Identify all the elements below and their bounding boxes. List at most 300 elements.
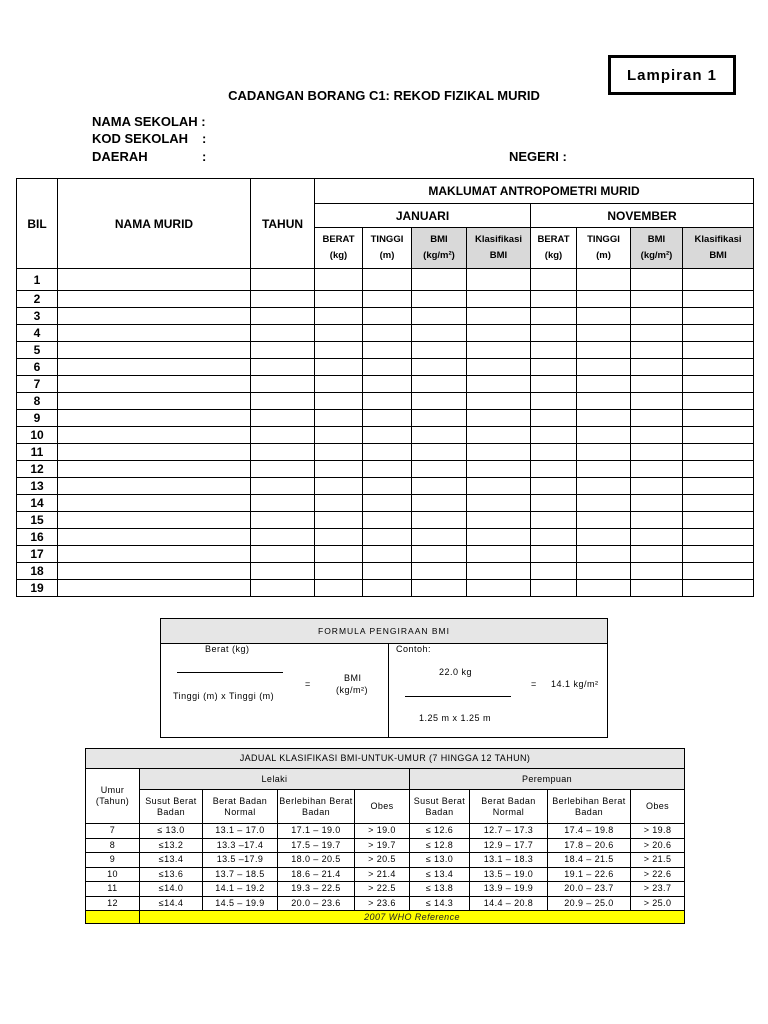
entry-cell[interactable] [531, 359, 577, 376]
entry-cell[interactable] [315, 563, 363, 580]
row-number: 16 [17, 529, 58, 546]
perempuan-value-cell: 12.9 – 17.7 [470, 838, 548, 853]
entry-cell[interactable] [631, 308, 683, 325]
lelaki-value-cell: 18.6 – 21.4 [278, 867, 355, 882]
lelaki-value-cell: 18.0 – 20.5 [278, 853, 355, 868]
entry-cell[interactable] [531, 495, 577, 512]
entry-cell[interactable] [251, 376, 315, 393]
klasifikasi-row [86, 896, 685, 911]
entry-cell[interactable] [531, 393, 577, 410]
contoh-denominator: 1.25 m x 1.25 m [419, 713, 492, 723]
entry-cell[interactable] [412, 342, 467, 359]
perempuan-value-cell: ≤ 13.8 [410, 882, 470, 897]
lelaki-value-cell: > 21.4 [355, 867, 410, 882]
berat-unit: (kg) [329, 250, 348, 261]
row-number: 4 [17, 325, 58, 342]
entry-cell[interactable] [58, 444, 251, 461]
entry-cell[interactable] [315, 359, 363, 376]
entry-cell[interactable] [363, 342, 412, 359]
perempuan-normal-header: Berat Badan Normal [470, 790, 548, 824]
entry-cell[interactable] [467, 427, 531, 444]
entry-cell[interactable] [577, 291, 631, 308]
entry-cell[interactable] [467, 410, 531, 427]
entry-cell[interactable] [315, 495, 363, 512]
entry-cell[interactable] [467, 393, 531, 410]
perempuan-value-cell: 17.8 – 20.6 [548, 838, 631, 853]
entry-cell[interactable] [315, 529, 363, 546]
entry-cell[interactable] [577, 529, 631, 546]
entry-cell[interactable] [631, 325, 683, 342]
table-row [17, 410, 754, 427]
entry-cell[interactable] [467, 563, 531, 580]
entry-cell[interactable] [58, 546, 251, 563]
entry-cell[interactable] [631, 342, 683, 359]
entry-cell[interactable] [251, 461, 315, 478]
entry-cell[interactable] [577, 410, 631, 427]
berat-unit: (kg) [544, 250, 563, 261]
entry-cell[interactable] [577, 393, 631, 410]
entry-cell[interactable] [577, 427, 631, 444]
entry-cell[interactable] [58, 461, 251, 478]
lelaki-value-cell: ≤13.2 [140, 838, 203, 853]
entry-cell[interactable] [531, 291, 577, 308]
row-number: 19 [17, 580, 58, 597]
contoh-equals: = [531, 679, 537, 689]
entry-cell[interactable] [683, 495, 754, 512]
row-number: 7 [17, 376, 58, 393]
entry-cell[interactable] [412, 546, 467, 563]
entry-cell[interactable] [412, 291, 467, 308]
entry-cell[interactable] [363, 269, 412, 291]
entry-cell[interactable] [467, 546, 531, 563]
entry-cell[interactable] [631, 546, 683, 563]
lelaki-value-cell: 20.0 – 23.6 [278, 896, 355, 911]
entry-cell[interactable] [683, 410, 754, 427]
row-number: 9 [17, 410, 58, 427]
jan-bmi-header [412, 228, 467, 269]
entry-cell[interactable] [683, 269, 754, 291]
table-row [17, 291, 754, 308]
entry-cell[interactable] [412, 325, 467, 342]
entry-cell[interactable] [251, 325, 315, 342]
umur-cell: 7 [86, 824, 140, 839]
contoh-result: 14.1 kg/m² [551, 679, 599, 689]
perempuan-value-cell: > 23.7 [631, 882, 685, 897]
entry-cell[interactable] [412, 393, 467, 410]
entry-cell[interactable] [631, 427, 683, 444]
formula-tinggi: Tinggi (m) x Tinggi (m) [173, 691, 275, 701]
entry-cell[interactable] [363, 359, 412, 376]
perempuan-value-cell: > 20.6 [631, 838, 685, 853]
perempuan-value-cell: 13.1 – 18.3 [470, 853, 548, 868]
entry-cell[interactable] [315, 376, 363, 393]
entry-cell[interactable] [631, 269, 683, 291]
perempuan-value-cell: ≤ 12.6 [410, 824, 470, 839]
page-title: CADANGAN BORANG C1: REKOD FIZIKAL MURID [228, 88, 540, 103]
entry-cell[interactable] [251, 393, 315, 410]
entry-cell[interactable] [363, 308, 412, 325]
entry-cell[interactable] [467, 342, 531, 359]
entry-cell[interactable] [363, 580, 412, 597]
entry-cell[interactable] [251, 342, 315, 359]
formula-heading: FORMULA PENGIRAAN BMI [161, 619, 607, 644]
row-number: 14 [17, 495, 58, 512]
entry-cell[interactable] [412, 580, 467, 597]
perempuan-value-cell: 14.4 – 20.8 [470, 896, 548, 911]
formula-equals: = [305, 679, 311, 689]
umur-cell: 10 [86, 867, 140, 882]
maklumat-header: MAKLUMAT ANTROPOMETRI MURID [315, 179, 754, 204]
entry-cell[interactable] [683, 512, 754, 529]
entry-cell[interactable] [251, 563, 315, 580]
contoh-label: Contoh: [396, 644, 432, 654]
entry-cell[interactable] [531, 376, 577, 393]
entry-cell[interactable] [683, 563, 754, 580]
entry-cell[interactable] [683, 376, 754, 393]
entry-cell[interactable] [467, 461, 531, 478]
entry-cell[interactable] [531, 342, 577, 359]
perempuan-value-cell: ≤ 13.4 [410, 867, 470, 882]
entry-cell[interactable] [315, 291, 363, 308]
entry-cell[interactable] [683, 291, 754, 308]
berat-label: BERAT [537, 234, 570, 245]
entry-cell[interactable] [363, 427, 412, 444]
entry-cell[interactable] [631, 563, 683, 580]
entry-cell[interactable] [412, 376, 467, 393]
entry-cell[interactable] [683, 478, 754, 495]
row-number: 12 [17, 461, 58, 478]
entry-cell[interactable] [531, 427, 577, 444]
entry-cell[interactable] [315, 342, 363, 359]
entry-cell[interactable] [58, 478, 251, 495]
entry-cell[interactable] [631, 393, 683, 410]
nov-klasifikasi-header [683, 228, 754, 269]
entry-cell[interactable] [467, 529, 531, 546]
entry-cell[interactable] [631, 376, 683, 393]
entry-cell[interactable] [58, 325, 251, 342]
entry-cell[interactable] [531, 410, 577, 427]
umur-cell: 12 [86, 896, 140, 911]
entry-cell[interactable] [683, 546, 754, 563]
entry-cell[interactable] [315, 269, 363, 291]
entry-cell[interactable] [251, 495, 315, 512]
entry-cell[interactable] [631, 512, 683, 529]
entry-cell[interactable] [412, 308, 467, 325]
row-number: 2 [17, 291, 58, 308]
entry-cell[interactable] [577, 376, 631, 393]
row-number: 17 [17, 546, 58, 563]
entry-cell[interactable] [412, 427, 467, 444]
entry-cell[interactable] [683, 529, 754, 546]
entry-cell[interactable] [577, 461, 631, 478]
klasifikasi-row [86, 867, 685, 882]
entry-cell[interactable] [58, 529, 251, 546]
lelaki-value-cell: ≤ 13.0 [140, 824, 203, 839]
entry-cell[interactable] [251, 580, 315, 597]
entry-cell[interactable] [412, 269, 467, 291]
entry-cell[interactable] [412, 461, 467, 478]
entry-cell[interactable] [363, 376, 412, 393]
entry-cell[interactable] [251, 291, 315, 308]
kod-sekolah-label: KOD SEKOLAH [92, 131, 189, 146]
jan-berat-header [315, 228, 363, 269]
entry-cell[interactable] [467, 495, 531, 512]
perempuan-value-cell: > 22.6 [631, 867, 685, 882]
entry-cell[interactable] [412, 529, 467, 546]
entry-cell[interactable] [251, 410, 315, 427]
entry-cell[interactable] [412, 495, 467, 512]
table-row [17, 546, 754, 563]
entry-cell[interactable] [363, 478, 412, 495]
entry-cell[interactable] [363, 393, 412, 410]
entry-cell[interactable] [363, 546, 412, 563]
perempuan-value-cell: ≤ 12.8 [410, 838, 470, 853]
klasifikasi-heading: JADUAL KLASIFIKASI BMI-UNTUK-UMUR (7 HINGGA 12 TAHUN) [86, 749, 685, 769]
umur-cell: 9 [86, 853, 140, 868]
entry-cell[interactable] [251, 444, 315, 461]
entry-cell[interactable] [58, 580, 251, 597]
lelaki-value-cell: ≤13.6 [140, 867, 203, 882]
table-row [17, 580, 754, 597]
entry-cell[interactable] [363, 563, 412, 580]
tinggi-unit: (m) [596, 250, 611, 261]
nama-sekolah-label: NAMA SEKOLAH : [92, 114, 206, 129]
entry-cell[interactable] [531, 308, 577, 325]
lelaki-value-cell: > 19.7 [355, 838, 410, 853]
entry-cell[interactable] [363, 291, 412, 308]
entry-cell[interactable] [631, 478, 683, 495]
entry-cell[interactable] [315, 512, 363, 529]
entry-cell[interactable] [315, 325, 363, 342]
entry-cell[interactable] [251, 308, 315, 325]
entry-cell[interactable] [251, 478, 315, 495]
entry-cell[interactable] [531, 529, 577, 546]
perempuan-value-cell: 19.1 – 22.6 [548, 867, 631, 882]
entry-cell[interactable] [363, 495, 412, 512]
table-row [17, 461, 754, 478]
bmi-label: BMI [647, 234, 666, 245]
entry-cell[interactable] [467, 580, 531, 597]
entry-cell[interactable] [577, 325, 631, 342]
rekod-fizikal-table [16, 178, 754, 597]
entry-cell[interactable] [412, 512, 467, 529]
lelaki-value-cell: 17.1 – 19.0 [278, 824, 355, 839]
entry-cell[interactable] [251, 529, 315, 546]
klasifikasi-label-2: BMI [489, 250, 508, 261]
entry-cell[interactable] [683, 342, 754, 359]
lelaki-value-cell: 13.1 – 17.0 [203, 824, 278, 839]
bmi-unit: (kg/m²) [640, 250, 673, 261]
entry-cell[interactable] [467, 291, 531, 308]
entry-cell[interactable] [577, 444, 631, 461]
entry-cell[interactable] [58, 393, 251, 410]
lelaki-header: Lelaki [140, 769, 410, 790]
entry-cell[interactable] [58, 512, 251, 529]
perempuan-susut-header: Susut Berat Badan [410, 790, 470, 824]
nov-berat-header [531, 228, 577, 269]
entry-cell[interactable] [315, 308, 363, 325]
entry-cell[interactable] [631, 291, 683, 308]
entry-cell[interactable] [412, 444, 467, 461]
entry-cell[interactable] [58, 308, 251, 325]
entry-cell[interactable] [58, 427, 251, 444]
entry-cell[interactable] [631, 461, 683, 478]
entry-cell[interactable] [363, 461, 412, 478]
entry-cell[interactable] [577, 308, 631, 325]
entry-cell[interactable] [363, 512, 412, 529]
row-number: 15 [17, 512, 58, 529]
entry-cell[interactable] [251, 427, 315, 444]
entry-cell[interactable] [531, 444, 577, 461]
entry-cell[interactable] [531, 269, 577, 291]
entry-cell[interactable] [412, 410, 467, 427]
entry-cell[interactable] [315, 546, 363, 563]
perempuan-value-cell: > 21.5 [631, 853, 685, 868]
perempuan-value-cell: 20.9 – 25.0 [548, 896, 631, 911]
entry-cell[interactable] [467, 325, 531, 342]
entry-cell[interactable] [467, 478, 531, 495]
jan-tinggi-header [363, 228, 412, 269]
lelaki-value-cell: 13.7 – 18.5 [203, 867, 278, 882]
entry-cell[interactable] [315, 393, 363, 410]
row-number: 8 [17, 393, 58, 410]
entry-cell[interactable] [467, 359, 531, 376]
klasifikasi-row [86, 824, 685, 839]
lelaki-value-cell: 13.3 –17.4 [203, 838, 278, 853]
who-reference: 2007 WHO Reference [140, 911, 685, 924]
entry-cell[interactable] [683, 359, 754, 376]
entry-cell[interactable] [577, 478, 631, 495]
row-number: 1 [17, 269, 58, 291]
lelaki-susut-header: Susut Berat Badan [140, 790, 203, 824]
entry-cell[interactable] [683, 427, 754, 444]
entry-cell[interactable] [363, 410, 412, 427]
entry-cell[interactable] [531, 546, 577, 563]
entry-cell[interactable] [58, 342, 251, 359]
formula-fraction-line [177, 672, 283, 673]
entry-cell[interactable] [58, 410, 251, 427]
perempuan-value-cell: 13.9 – 19.9 [470, 882, 548, 897]
entry-cell[interactable] [631, 580, 683, 597]
entry-cell[interactable] [363, 325, 412, 342]
entry-cell[interactable] [531, 461, 577, 478]
entry-cell[interactable] [315, 461, 363, 478]
lelaki-value-cell: 19.3 – 22.5 [278, 882, 355, 897]
entry-cell[interactable] [577, 580, 631, 597]
entry-cell[interactable] [531, 512, 577, 529]
entry-cell[interactable] [577, 512, 631, 529]
entry-cell[interactable] [577, 546, 631, 563]
table-row [17, 495, 754, 512]
table-row [17, 269, 754, 291]
umur-cell: 8 [86, 838, 140, 853]
november-header: NOVEMBER [531, 204, 754, 228]
table-row [17, 478, 754, 495]
entry-cell[interactable] [683, 308, 754, 325]
entry-cell[interactable] [315, 427, 363, 444]
entry-cell[interactable] [577, 269, 631, 291]
entry-cell[interactable] [531, 563, 577, 580]
entry-cell[interactable] [251, 359, 315, 376]
row-number: 5 [17, 342, 58, 359]
table-row [17, 342, 754, 359]
entry-cell[interactable] [467, 308, 531, 325]
entry-cell[interactable] [531, 580, 577, 597]
entry-cell[interactable] [683, 444, 754, 461]
entry-cell[interactable] [58, 291, 251, 308]
info-kod-sekolah [92, 131, 392, 147]
entry-cell[interactable] [251, 512, 315, 529]
entry-cell[interactable] [315, 410, 363, 427]
entry-cell[interactable] [58, 359, 251, 376]
entry-cell[interactable] [631, 529, 683, 546]
klasifikasi-label: Klasifikasi [475, 234, 522, 245]
entry-cell[interactable] [683, 461, 754, 478]
entry-cell[interactable] [412, 478, 467, 495]
lelaki-value-cell: 14.5 – 19.9 [203, 896, 278, 911]
entry-cell[interactable] [467, 512, 531, 529]
klasifikasi-label: Klasifikasi [694, 234, 742, 245]
nama-murid-header: NAMA MURID [58, 179, 251, 269]
entry-cell[interactable] [315, 580, 363, 597]
entry-cell[interactable] [315, 478, 363, 495]
table-row [17, 376, 754, 393]
entry-cell[interactable] [577, 342, 631, 359]
entry-cell[interactable] [631, 495, 683, 512]
entry-cell[interactable] [251, 546, 315, 563]
entry-cell[interactable] [467, 269, 531, 291]
entry-cell[interactable] [363, 529, 412, 546]
entry-cell[interactable] [577, 359, 631, 376]
row-number: 11 [17, 444, 58, 461]
reference-spacer [86, 911, 140, 924]
entry-cell[interactable] [531, 325, 577, 342]
entry-cell[interactable] [58, 269, 251, 291]
entry-cell[interactable] [467, 444, 531, 461]
table-row [17, 444, 754, 461]
nov-bmi-header [631, 228, 683, 269]
info-nama-sekolah [92, 114, 392, 130]
bmi-unit: (kg/m²) [423, 250, 455, 261]
entry-cell[interactable] [577, 563, 631, 580]
table-row [17, 359, 754, 376]
table-row [17, 393, 754, 410]
entry-cell[interactable] [412, 563, 467, 580]
entry-cell[interactable] [631, 444, 683, 461]
entry-cell[interactable] [251, 269, 315, 291]
entry-cell[interactable] [683, 325, 754, 342]
januari-header: JANUARI [315, 204, 531, 228]
entry-cell[interactable] [58, 376, 251, 393]
entry-cell[interactable] [683, 393, 754, 410]
entry-cell[interactable] [683, 580, 754, 597]
entry-cell[interactable] [58, 563, 251, 580]
row-number: 10 [17, 427, 58, 444]
entry-cell[interactable] [315, 444, 363, 461]
klasifikasi-label-2: BMI [709, 250, 727, 261]
entry-cell[interactable] [531, 478, 577, 495]
entry-cell[interactable] [467, 376, 531, 393]
klasifikasi-row [86, 882, 685, 897]
entry-cell[interactable] [363, 444, 412, 461]
entry-cell[interactable] [631, 410, 683, 427]
entry-cell[interactable] [58, 495, 251, 512]
entry-cell[interactable] [412, 359, 467, 376]
table-row [17, 512, 754, 529]
entry-cell[interactable] [577, 495, 631, 512]
entry-cell[interactable] [631, 359, 683, 376]
klasifikasi-row [86, 838, 685, 853]
